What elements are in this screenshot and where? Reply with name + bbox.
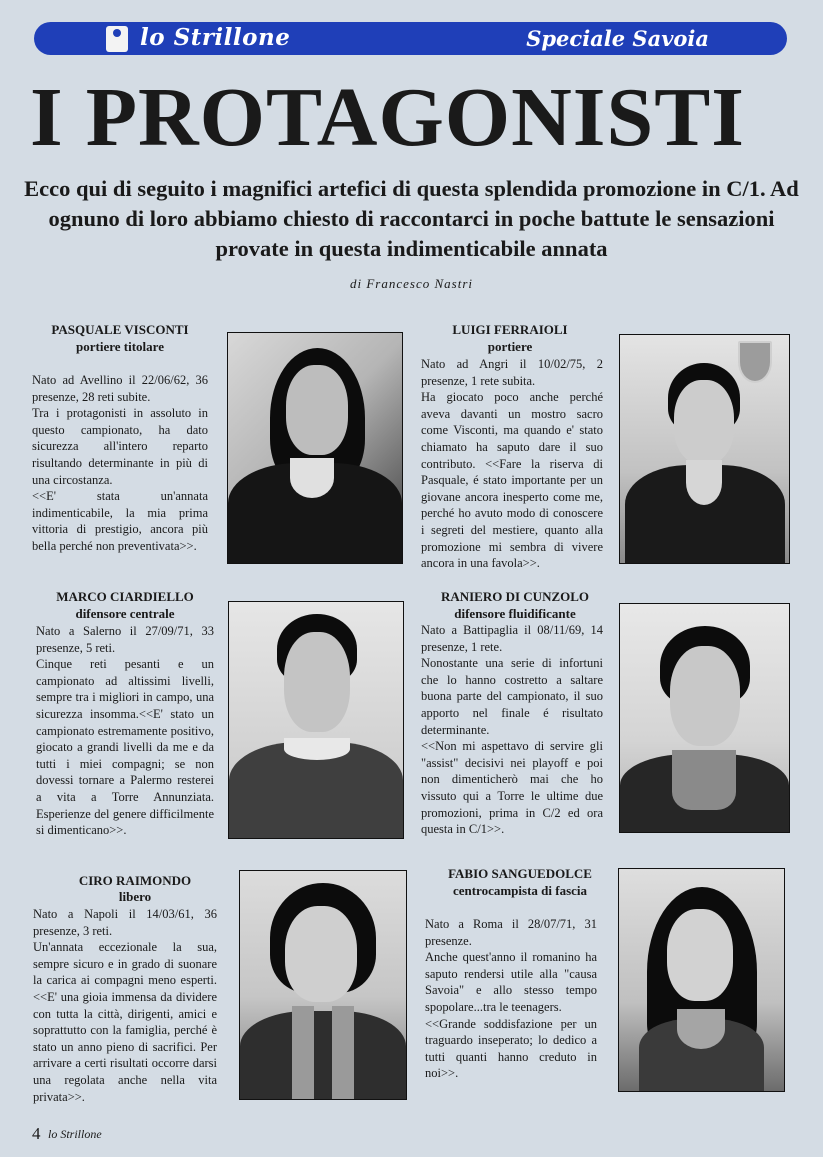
- mascot-logo-icon: [106, 26, 128, 52]
- player-bio: Nato a Napoli il 14/03/61, 36 presenze, 3 reti. Un'annata eccezionale la sua, sempre sicuro e in grado di suonare la carica ai compagni meno esperti. <<E' una gioia immensa da dividere con tutta la città, dirigenti, amici e soprattutto con la famiglia, perché è stato un anno pieno di sacrifici. Per arrivare a certi risultati occorre darsi una regolata anche nella vita privata>>.: [33, 907, 217, 1104]
- player-photo: [619, 603, 790, 833]
- player-photo: [239, 870, 407, 1100]
- byline: di Francesco Nastri: [350, 276, 473, 291]
- player-bio: Nato a Battipaglia il 08/11/69, 14 presenze, 1 rete. Nonostante una serie di infortuni che lo hanno costretto a saltare buona parte del campionato, il suo apporto nel finale é risultato determinante. <<Non mi aspettavo di servire gli "assist" decisivi nei playoff e poi non dimenticherò mai che ho vissuto qui a Torre le ultime due promozioni, prima in C/2 ed ora questa in C/1>>.: [421, 623, 603, 837]
- player-role: libero: [118, 889, 152, 904]
- player-photo: [227, 332, 403, 564]
- player-role: centrocampista di fascia: [452, 883, 588, 898]
- header-banner: [34, 22, 787, 55]
- player-bio: Nato ad Avellino il 22/06/62, 36 presenze, 28 reti subite. Tra i protagonisti in assoluto in questo campionato, ha dato sicurezza all'intero reparto risultando determinante in più di una circostanza. <<E' stata un'annata indimenticabile, la mia prima vittoria di prestigio, ancora più bella perché non preventivata>>.: [32, 373, 208, 553]
- footer-logo: lo Strillone: [48, 1127, 102, 1141]
- player-role: difensore centrale: [75, 606, 175, 621]
- player-role: portiere: [487, 339, 533, 354]
- player-bio: Nato a Salerno il 27/09/71, 33 presenze, 5 reti. Cinque reti pesanti e un campionato ad altissimi livelli, sempre tra i migliori in campo, una sicurezza insomma.<<E' stato un campionato estremamente positivo, giocato a grandi livelli da me e da tutti i miei compagni; se non dovessi tornare a Palermo resterei a vita a Torre Annunziata. Esperienze del genere difficilmente si dimenticano>>.: [36, 624, 214, 838]
- player-name: CIRO RAIMONDO: [78, 873, 192, 888]
- section-title: Speciale Savoia: [526, 26, 709, 51]
- player-role: difensore fluidificante: [454, 606, 576, 621]
- intro-paragraph: Ecco qui di seguito i magnifici artefici di questa splendida promozione in C/1. Ad ognuno di loro abbiamo chiesto di raccontarci in poche battute le sensazioni provate in questa indimenticabile annata: [24, 176, 799, 261]
- page-title: I PROTAGONISTI: [30, 71, 745, 164]
- player-bio: Nato ad Angri il 10/02/75, 2 presenze, 1 rete subita. Ha giocato poco anche perché aveva davanti un mostro sacro come Visconti, ma quando e' stato chiamato ha saputo dare il suo contributo. <<Fare la riserva di Pasquale, é stato importante per un giovane ancora inesperto come me, perché ho avuto modo di conoscere i segreti del mestiere, quanto alla promozione mi sembra di vivere ancora in una favola>>.: [421, 357, 603, 571]
- player-photo: [228, 601, 404, 839]
- player-name: RANIERO DI CUNZOLO: [440, 589, 590, 604]
- player-name: LUIGI FERRAIOLI: [452, 322, 568, 337]
- player-name: MARCO CIARDIELLO: [56, 589, 194, 604]
- player-name: FABIO SANGUEDOLCE: [448, 866, 592, 881]
- player-role: portiere titolare: [76, 339, 164, 354]
- player-name: PASQUALE VISCONTI: [51, 322, 189, 337]
- player-bio: Nato a Roma il 28/07/71, 31 presenze. Anche quest'anno il romanino ha saputo rendersi utile alla "causa Savoia" e allo stesso tempo spopolare...tra le teenagers. <<Grande soddisfazione per un traguardo inseperato; lo dedico a tutti quanti hanno creduto in noi>>.: [425, 917, 597, 1081]
- club-crest-icon: [738, 341, 772, 383]
- player-photo: [618, 868, 785, 1092]
- page-number: 4: [32, 1124, 41, 1143]
- player-photo: [619, 334, 790, 564]
- magazine-logo: lo Strillone: [140, 24, 291, 51]
